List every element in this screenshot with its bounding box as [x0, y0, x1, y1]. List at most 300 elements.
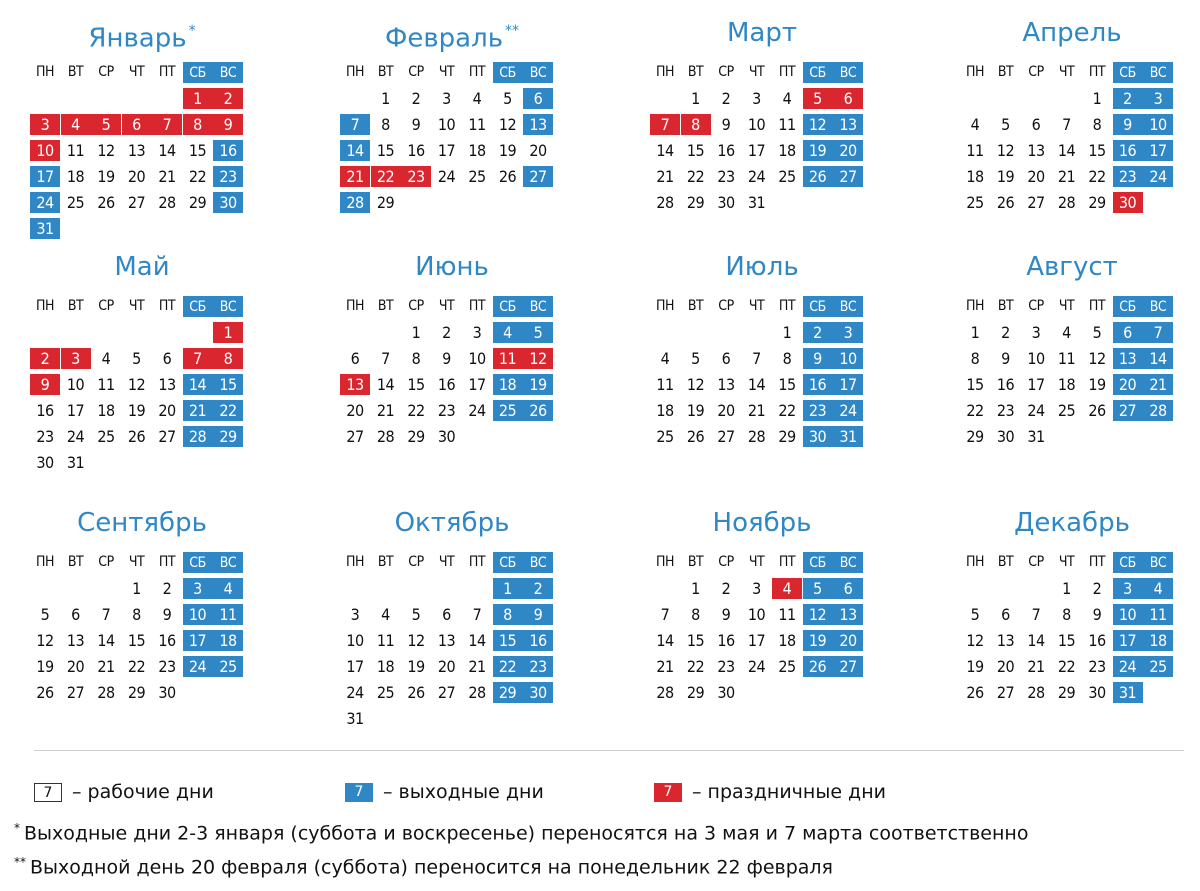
day-cell: 17 — [1027, 375, 1045, 394]
day-cell: 24 — [66, 427, 85, 446]
day-cell: 29 — [493, 682, 523, 703]
day-cell: 24 — [833, 400, 863, 421]
day-cell: 2 — [721, 89, 731, 108]
day-cell: 30 — [523, 682, 553, 703]
day-cell: 27 — [1027, 193, 1045, 212]
weekday-header: СБ — [493, 296, 523, 317]
day-cell: 15 — [686, 631, 705, 650]
day-cell: 28 — [1143, 400, 1173, 421]
day-cell: 21 — [183, 400, 213, 421]
day-cell: 9 — [1113, 114, 1143, 135]
day-cell: 20 — [346, 401, 364, 420]
day-cell: 12 — [523, 348, 553, 369]
day-cell: 20 — [717, 401, 735, 420]
day-cell: 9 — [803, 348, 833, 369]
day-cell: 11 — [1057, 349, 1076, 368]
day-cell: 28 — [747, 427, 766, 446]
weekday-header: СР — [98, 554, 114, 570]
day-cell: 25 — [468, 167, 486, 186]
day-cell: 26 — [407, 683, 425, 702]
day-cell: 29 — [127, 683, 146, 702]
day-cell: 1 — [1062, 579, 1071, 598]
day-cell: 12 — [127, 375, 146, 394]
day-cell: 5 — [803, 578, 833, 599]
day-cell: 3 — [472, 323, 482, 342]
day-cell: 28 — [158, 193, 176, 212]
day-cell: 23 — [401, 166, 431, 187]
day-cell: 30 — [158, 683, 176, 702]
day-cell: 6 — [523, 88, 553, 109]
day-cell: 11 — [778, 115, 796, 134]
day-cell: 4 — [1062, 323, 1071, 342]
month-name: Февраль — [384, 23, 504, 54]
day-cell: 2 — [30, 348, 60, 369]
day-cell: 12 — [966, 631, 984, 650]
day-cell: 13 — [66, 631, 85, 650]
weekday-header: СБ — [183, 296, 213, 317]
month-name: Апрель — [1022, 18, 1122, 48]
day-cell: 22 — [1088, 167, 1106, 186]
day-cell: 14 — [376, 375, 395, 394]
month-title — [30, 508, 254, 538]
day-cell: 27 — [833, 656, 863, 677]
day-cell: 23 — [213, 166, 243, 187]
day-cell: 1 — [782, 323, 792, 342]
day-cell: 3 — [1113, 578, 1143, 599]
weekday-header: ВТ — [67, 298, 84, 314]
day-cell: 22 — [493, 656, 523, 677]
day-cell: 2 — [721, 579, 731, 598]
day-cell: 6 — [162, 349, 172, 368]
day-cell: 19 — [36, 657, 54, 676]
day-cell: 7 — [340, 114, 370, 135]
weekday-header: ПТ — [1088, 554, 1106, 570]
weekday-header: СР — [408, 298, 424, 314]
day-cell: 26 — [498, 167, 517, 186]
day-cell: 30 — [36, 453, 54, 472]
day-cell: 13 — [833, 604, 863, 625]
weekday-header: ВТ — [997, 64, 1014, 80]
day-cell: 4 — [213, 578, 243, 599]
day-cell: 28 — [656, 683, 674, 702]
day-cell: 17 — [747, 141, 766, 160]
weekday-header: ВС — [833, 62, 863, 83]
month-title — [30, 18, 254, 54]
day-cell: 8 — [1062, 605, 1071, 624]
day-cell: 30 — [717, 683, 735, 702]
day-cell: 10 — [468, 349, 486, 368]
day-cell: 4 — [782, 89, 792, 108]
day-cell: 19 — [803, 140, 833, 161]
day-cell: 29 — [376, 193, 395, 212]
day-cell: 1 — [183, 88, 213, 109]
day-cell: 6 — [442, 605, 451, 624]
weekday-header: ВС — [523, 552, 553, 573]
month-name: Январь — [88, 23, 187, 54]
day-cell: 5 — [91, 114, 121, 135]
weekday-header: СБ — [1113, 296, 1143, 317]
day-cell: 20 — [66, 657, 85, 676]
weekday-header: ВТ — [377, 298, 394, 314]
day-cell: 4 — [970, 115, 980, 134]
day-cell: 9 — [411, 115, 421, 134]
day-cell: 25 — [778, 167, 796, 186]
day-cell: 18 — [1057, 375, 1076, 394]
day-cell: 13 — [127, 141, 146, 160]
day-cell: 1 — [493, 578, 523, 599]
weekday-header: СР — [718, 554, 734, 570]
day-cell: 12 — [36, 631, 54, 650]
day-cell: 21 — [340, 166, 370, 187]
month-name: Июль — [725, 252, 799, 282]
day-cell: 29 — [188, 193, 207, 212]
day-cell: 12 — [803, 604, 833, 625]
day-cell: 17 — [1113, 630, 1143, 651]
weekday-header: ЧТ — [128, 554, 145, 570]
day-cell: 23 — [803, 400, 833, 421]
weekday-header: ПН — [36, 298, 54, 314]
weekday-header: ВС — [523, 62, 553, 83]
footnote-1-mark: * — [14, 821, 20, 835]
month-name: Май — [114, 252, 170, 282]
day-cell: 12 — [1088, 349, 1106, 368]
day-cell: 1 — [691, 579, 700, 598]
day-cell: 13 — [158, 375, 176, 394]
weekday-header: ПН — [346, 64, 364, 80]
day-cell: 24 — [747, 657, 766, 676]
day-cell: 13 — [340, 374, 370, 395]
footnote-1-text: Выходные дни 2-3 января (суббота и воскресенье) переносятся на 3 мая и 7 марта соответственно — [24, 822, 1029, 845]
weekday-header: СБ — [493, 62, 523, 83]
footnote-1 — [14, 816, 1028, 845]
day-cell: 26 — [803, 656, 833, 677]
day-cell: 9 — [162, 605, 172, 624]
day-cell: 20 — [437, 657, 456, 676]
day-cell: 16 — [407, 141, 425, 160]
day-cell: 8 — [681, 114, 711, 135]
day-cell: 21 — [1057, 167, 1076, 186]
day-cell: 18 — [97, 401, 115, 420]
weekday-header: ВТ — [67, 64, 84, 80]
day-cell: 21 — [97, 657, 115, 676]
legend-weekend-label: – выходные дни — [383, 781, 544, 803]
weekday-header: ПН — [36, 554, 54, 570]
day-cell: 15 — [966, 375, 984, 394]
day-cell: 20 — [996, 657, 1015, 676]
month-name: Сентябрь — [77, 508, 207, 538]
day-cell: 23 — [36, 427, 54, 446]
day-cell: 27 — [127, 193, 146, 212]
weekday-header: ПТ — [158, 554, 176, 570]
day-cell: 16 — [717, 141, 735, 160]
weekday-header: СБ — [803, 552, 833, 573]
day-cell: 6 — [71, 605, 80, 624]
day-cell: 14 — [158, 141, 176, 160]
day-cell: 9 — [721, 115, 731, 134]
day-cell: 10 — [1027, 349, 1045, 368]
weekday-header: ВТ — [687, 554, 704, 570]
weekday-header: ПН — [346, 554, 364, 570]
legend-weekend-swatch: 7 — [345, 783, 373, 802]
day-cell: 24 — [1113, 656, 1143, 677]
day-cell: 4 — [772, 578, 802, 599]
day-cell: 20 — [833, 140, 863, 161]
weekday-header: ВС — [833, 552, 863, 573]
day-cell: 6 — [1031, 115, 1041, 134]
day-cell: 4 — [381, 605, 390, 624]
weekday-header: ВТ — [997, 554, 1014, 570]
weekday-header: ПТ — [158, 298, 176, 314]
month-title — [960, 18, 1184, 48]
day-cell: 18 — [778, 631, 796, 650]
month-name: Ноябрь — [712, 508, 812, 538]
day-cell: 15 — [188, 141, 207, 160]
day-cell: 7 — [152, 114, 182, 135]
day-cell: 24 — [1027, 401, 1045, 420]
day-cell: 26 — [1088, 401, 1106, 420]
day-cell: 2 — [1113, 88, 1143, 109]
day-cell: 19 — [686, 401, 705, 420]
month-name: Июнь — [415, 252, 489, 282]
day-cell: 28 — [340, 192, 370, 213]
weekday-header: ЧТ — [438, 554, 455, 570]
day-cell: 22 — [188, 167, 207, 186]
day-cell: 26 — [966, 683, 984, 702]
weekday-header: ПН — [966, 64, 984, 80]
weekday-header: ПН — [656, 298, 674, 314]
month-title — [340, 508, 564, 538]
weekday-header: СБ — [803, 62, 833, 83]
day-cell: 17 — [747, 631, 766, 650]
day-cell: 4 — [101, 349, 111, 368]
day-cell: 18 — [213, 630, 243, 651]
day-cell: 5 — [691, 349, 700, 368]
day-cell: 23 — [1113, 166, 1143, 187]
day-cell: 5 — [132, 349, 141, 368]
day-cell: 5 — [803, 88, 833, 109]
weekday-header: ПТ — [778, 64, 796, 80]
day-cell: 20 — [1113, 374, 1143, 395]
legend-work-label: – рабочие дни — [72, 781, 214, 803]
day-cell: 25 — [213, 656, 243, 677]
day-cell: 23 — [717, 167, 735, 186]
day-cell: 2 — [1092, 579, 1102, 598]
day-cell: 17 — [30, 166, 60, 187]
day-cell: 17 — [1143, 140, 1173, 161]
day-cell: 22 — [407, 401, 425, 420]
weekday-header: СБ — [803, 296, 833, 317]
day-cell: 17 — [468, 375, 486, 394]
day-cell: 24 — [437, 167, 456, 186]
day-cell: 24 — [1143, 166, 1173, 187]
weekday-header: СР — [1028, 298, 1044, 314]
day-cell: 5 — [1001, 115, 1010, 134]
day-cell: 13 — [1113, 348, 1143, 369]
day-cell: 3 — [61, 348, 91, 369]
weekday-header: ВС — [213, 62, 243, 83]
weekday-header: СБ — [183, 62, 213, 83]
day-cell: 3 — [833, 322, 863, 343]
day-cell: 17 — [833, 374, 863, 395]
day-cell: 3 — [1031, 323, 1041, 342]
day-cell: 12 — [407, 631, 425, 650]
day-cell: 14 — [1143, 348, 1173, 369]
day-cell: 9 — [1092, 605, 1102, 624]
day-cell: 17 — [437, 141, 456, 160]
weekday-header: ВТ — [687, 64, 704, 80]
day-cell: 13 — [833, 114, 863, 135]
day-cell: 26 — [97, 193, 115, 212]
weekday-header: СР — [1028, 554, 1044, 570]
weekday-header: ВС — [523, 296, 553, 317]
weekday-header: ВС — [1143, 552, 1173, 573]
month-name: Декабрь — [1014, 508, 1130, 538]
day-cell: 18 — [966, 167, 984, 186]
month-title — [960, 252, 1184, 282]
day-cell: 15 — [1088, 141, 1106, 160]
day-cell: 25 — [778, 657, 796, 676]
day-cell: 18 — [376, 657, 395, 676]
day-cell: 30 — [996, 427, 1015, 446]
day-cell: 10 — [346, 631, 364, 650]
day-cell: 6 — [350, 349, 360, 368]
day-cell: 25 — [1143, 656, 1173, 677]
day-cell: 2 — [523, 578, 553, 599]
day-cell: 28 — [376, 427, 395, 446]
day-cell: 13 — [996, 631, 1015, 650]
day-cell: 15 — [1057, 631, 1076, 650]
day-cell: 27 — [1113, 400, 1143, 421]
day-cell: 30 — [717, 193, 735, 212]
day-cell: 20 — [1027, 167, 1045, 186]
day-cell: 25 — [966, 193, 984, 212]
day-cell: 28 — [468, 683, 486, 702]
weekday-header: ЧТ — [128, 298, 145, 314]
day-cell: 5 — [1092, 323, 1102, 342]
weekday-header: ВТ — [687, 298, 704, 314]
day-cell: 16 — [523, 630, 553, 651]
day-cell: 14 — [656, 141, 674, 160]
day-cell: 22 — [686, 167, 705, 186]
day-cell: 24 — [747, 167, 766, 186]
day-cell: 26 — [36, 683, 54, 702]
day-cell: 1 — [691, 89, 700, 108]
footnote-2-mark: ** — [14, 855, 26, 869]
day-cell: 19 — [966, 657, 984, 676]
weekday-header: ВТ — [377, 64, 394, 80]
day-cell: 10 — [747, 115, 766, 134]
day-cell: 26 — [127, 427, 146, 446]
day-cell: 29 — [1088, 193, 1106, 212]
day-cell: 25 — [376, 683, 395, 702]
day-cell: 19 — [523, 374, 553, 395]
day-cell: 16 — [1113, 140, 1143, 161]
day-cell: 12 — [996, 141, 1015, 160]
day-cell: 19 — [97, 167, 115, 186]
day-cell: 14 — [183, 374, 213, 395]
weekday-header: ПН — [36, 64, 54, 80]
day-cell: 2 — [411, 89, 421, 108]
day-cell: 26 — [686, 427, 705, 446]
day-cell: 10 — [833, 348, 863, 369]
legend-weekend — [345, 780, 544, 804]
month-title — [340, 18, 564, 54]
day-cell: 24 — [468, 401, 486, 420]
day-cell: 22 — [966, 401, 984, 420]
day-cell: 14 — [747, 375, 766, 394]
weekday-header: ЧТ — [438, 64, 455, 80]
day-cell: 27 — [437, 683, 456, 702]
day-cell: 24 — [30, 192, 60, 213]
weekday-header: ЧТ — [748, 64, 765, 80]
day-cell: 7 — [650, 114, 680, 135]
month-footnote-mark: * — [188, 23, 196, 39]
day-cell: 18 — [66, 167, 85, 186]
day-cell: 7 — [1031, 605, 1041, 624]
day-cell: 8 — [132, 605, 141, 624]
weekday-header: ПТ — [1088, 298, 1106, 314]
day-cell: 13 — [523, 114, 553, 135]
day-cell: 8 — [411, 349, 421, 368]
day-cell: 27 — [717, 427, 735, 446]
day-cell: 18 — [778, 141, 796, 160]
day-cell: 31 — [1027, 427, 1045, 446]
day-cell: 27 — [523, 166, 553, 187]
month-name: Август — [1026, 252, 1118, 282]
legend-work-swatch: 7 — [34, 783, 62, 802]
day-cell: 10 — [437, 115, 456, 134]
day-cell: 3 — [442, 89, 451, 108]
day-cell: 7 — [183, 348, 213, 369]
weekday-header: ПТ — [1088, 64, 1106, 80]
day-cell: 7 — [381, 349, 390, 368]
day-cell: 29 — [213, 426, 243, 447]
day-cell: 24 — [346, 683, 364, 702]
day-cell: 10 — [30, 140, 60, 161]
day-cell: 11 — [493, 348, 523, 369]
day-cell: 15 — [376, 141, 395, 160]
weekday-header: ЧТ — [438, 298, 455, 314]
day-cell: 22 — [127, 657, 146, 676]
day-cell: 9 — [442, 349, 451, 368]
day-cell: 27 — [833, 166, 863, 187]
day-cell: 9 — [721, 605, 731, 624]
weekday-header: СР — [98, 298, 114, 314]
day-cell: 11 — [1143, 604, 1173, 625]
day-cell: 1 — [1092, 89, 1102, 108]
day-cell: 25 — [66, 193, 85, 212]
day-cell: 12 — [803, 114, 833, 135]
month-title — [30, 252, 254, 282]
footnote-2 — [14, 850, 833, 879]
weekday-header: ПН — [966, 554, 984, 570]
day-cell: 19 — [498, 141, 517, 160]
weekday-header: СБ — [493, 552, 523, 573]
weekday-header: ПН — [966, 298, 984, 314]
day-cell: 25 — [493, 400, 523, 421]
day-cell: 12 — [498, 115, 517, 134]
day-cell: 28 — [1027, 683, 1045, 702]
day-cell: 18 — [656, 401, 674, 420]
day-cell: 10 — [1143, 114, 1173, 135]
day-cell: 25 — [1057, 401, 1076, 420]
weekday-header: ПТ — [468, 64, 486, 80]
day-cell: 9 — [523, 604, 553, 625]
day-cell: 15 — [213, 374, 243, 395]
day-cell: 23 — [1088, 657, 1106, 676]
day-cell: 14 — [656, 631, 674, 650]
day-cell: 19 — [996, 167, 1015, 186]
